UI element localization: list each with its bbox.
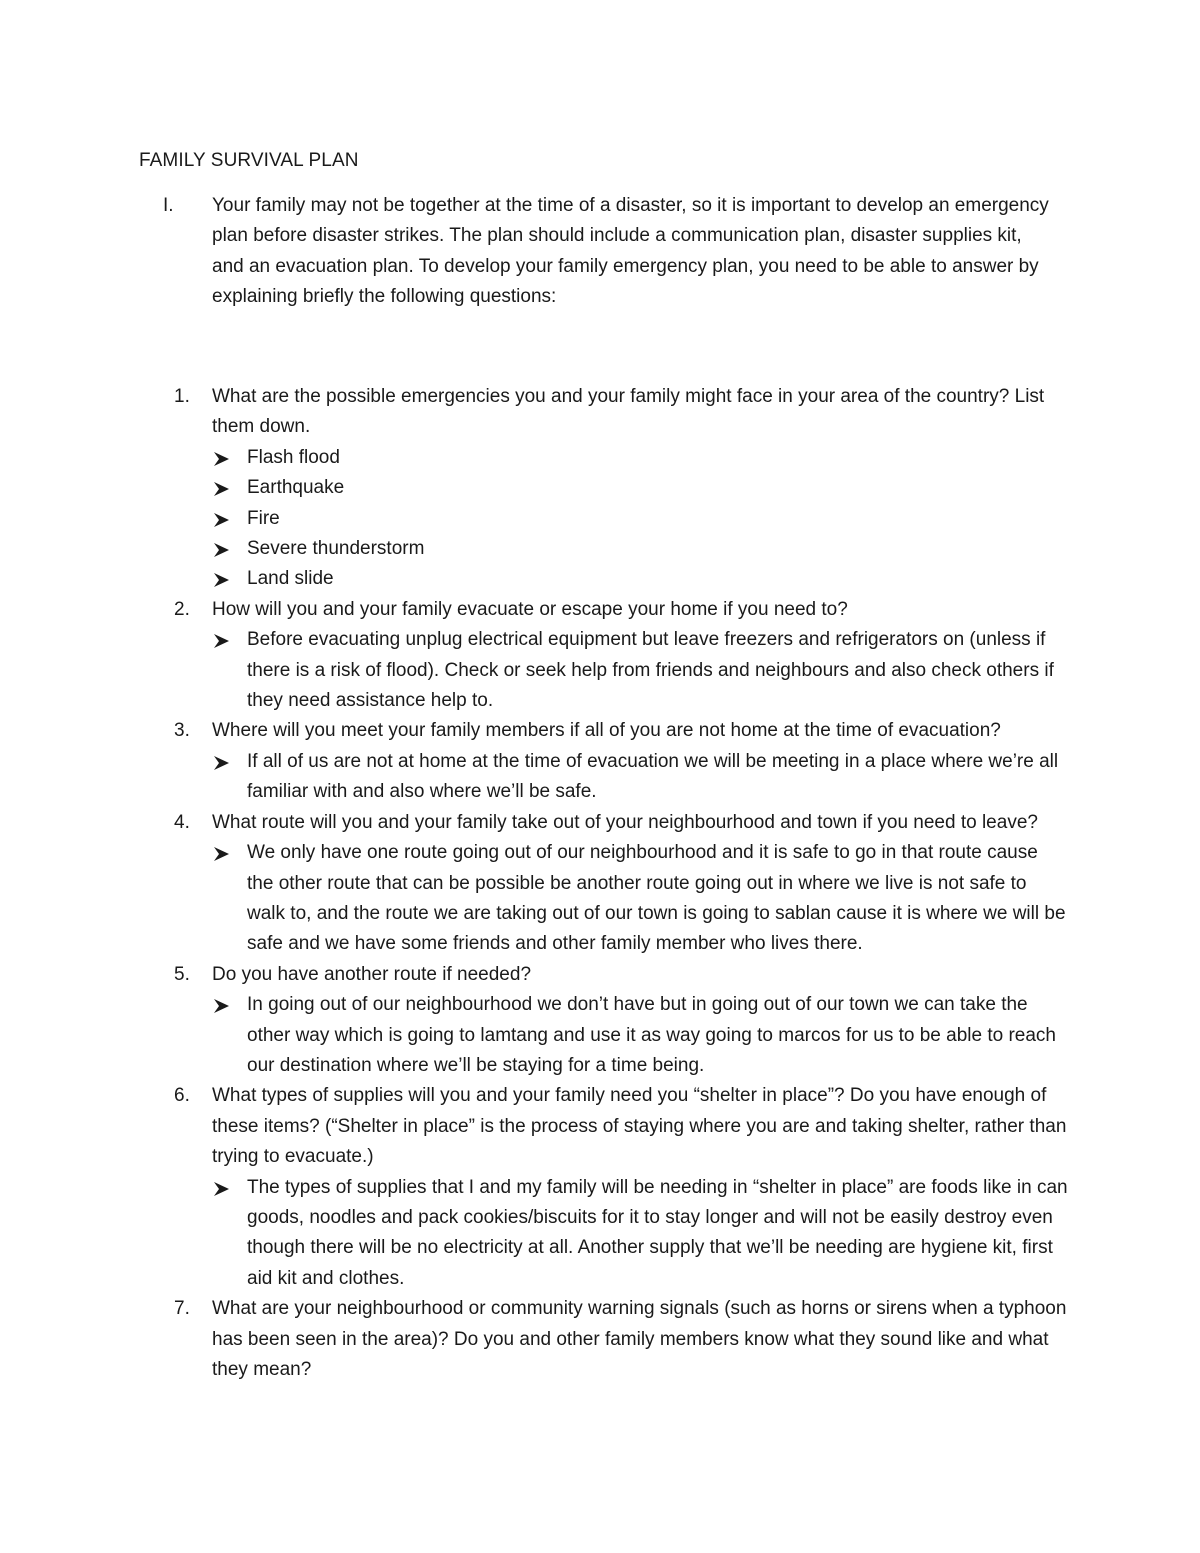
question-item bbox=[139, 960, 1069, 1082]
question-item bbox=[139, 716, 1069, 807]
answer-text: The types of supplies that I and my family will be needing in “shelter in place” are foods like in can goods, noodles and pack cookies/biscuits for it to stay longer and will not be easily destroy even though there will be no electricity at all. Another supply that we’ll be needing are hygiene kit, first aid kit and clothes. bbox=[247, 1176, 1068, 1289]
document-title: FAMILY SURVIVAL PLAN bbox=[139, 150, 359, 171]
answer-text: In going out of our neighbourhood we don’t have but in going out of our town we can take the other way which is going to lamtang and use it as way going to marcos for us to be able to reach our destination where we’ll be staying for a time being. bbox=[247, 994, 1057, 1076]
question-number: 5. bbox=[174, 963, 190, 985]
answer-item bbox=[212, 838, 1069, 960]
arrowhead-bullet-icon bbox=[213, 847, 229, 861]
question-text: How will you and your family evacuate or escape your home if you need to? bbox=[212, 598, 848, 620]
answer-text: We only have one route going out of our neighbourhood and it is safe to go in that route cause the other route that can be possible be another route going out in where we live is not safe to walk to, and the route we are taking out of our town is going to sablan cause it is where we will be safe and we have some friends and other family member who lives there. bbox=[247, 842, 1066, 955]
answer-item bbox=[212, 1173, 1069, 1295]
arrowhead-bullet-icon bbox=[213, 452, 229, 466]
answer-item bbox=[212, 625, 1069, 716]
question-text: Where will you meet your family members if all of you are not home at the time of evacuation? bbox=[212, 720, 1001, 742]
answer-list bbox=[212, 990, 1069, 1081]
question-number: 6. bbox=[174, 1085, 190, 1107]
question-number: 7. bbox=[174, 1298, 190, 1320]
arrowhead-bullet-icon bbox=[213, 999, 229, 1013]
answer-text: Flash flood bbox=[247, 446, 340, 468]
question-item bbox=[139, 1081, 1069, 1294]
answer-item bbox=[212, 990, 1069, 1081]
question-number: 1. bbox=[174, 386, 190, 407]
question-text: What types of supplies will you and your family need you “shelter in place”? Do you have enough of these items? (“Shelter in place” is the process of staying where you are and taking shelter, rather than trying to evacuate.) bbox=[212, 1085, 1067, 1168]
question-text: What route will you and your family take out of your neighbourhood and town if you need to leave? bbox=[212, 811, 1038, 833]
intro-number: I. bbox=[163, 195, 174, 216]
arrowhead-bullet-icon bbox=[213, 634, 229, 648]
arrowhead-bullet-icon bbox=[213, 543, 229, 557]
arrowhead-bullet-icon bbox=[213, 756, 229, 770]
answer-item bbox=[212, 564, 1069, 594]
question-item bbox=[139, 382, 1069, 595]
question-text: Do you have another route if needed? bbox=[212, 963, 532, 985]
question-number: 3. bbox=[174, 720, 190, 742]
answer-list bbox=[212, 1173, 1069, 1295]
answer-item bbox=[212, 534, 1069, 564]
answer-item bbox=[212, 443, 1069, 473]
arrowhead-bullet-icon bbox=[213, 482, 229, 496]
answer-list bbox=[212, 747, 1069, 808]
answer-list bbox=[212, 625, 1069, 716]
answer-item bbox=[212, 504, 1069, 534]
question-number: 2. bbox=[174, 598, 190, 620]
intro-text: Your family may not be together at the time of a disaster, so it is important to develop an emergency plan before disaster strikes. The plan should include a communication plan, disaster supplies kit, and an evacuation plan. To develop your family emergency plan, you need to be able to answer by explaining briefly the following questions: bbox=[212, 195, 1049, 308]
answer-text: Severe thunderstorm bbox=[247, 538, 425, 560]
question-text: What are your neighbourhood or community warning signals (such as horns or sirens when a typhoon has been seen in the area)? Do you and other family members know what they sound like and what they mean? bbox=[212, 1298, 1067, 1380]
answer-list bbox=[212, 838, 1069, 960]
answer-item bbox=[212, 473, 1069, 503]
answer-text: Fire bbox=[247, 507, 280, 529]
arrowhead-bullet-icon bbox=[213, 513, 229, 527]
question-item bbox=[139, 808, 1069, 960]
answer-item bbox=[212, 747, 1069, 808]
answer-list bbox=[212, 443, 1069, 595]
answer-text: Earthquake bbox=[247, 477, 345, 499]
question-item bbox=[139, 595, 1069, 717]
question-text: What are the possible emergencies you and your family might face in your area of the country? List them down. bbox=[212, 386, 1045, 438]
answer-text: Land slide bbox=[247, 568, 334, 590]
arrowhead-bullet-icon bbox=[213, 1182, 229, 1196]
question-number: 4. bbox=[174, 811, 190, 833]
answer-text: Before evacuating unplug electrical equipment but leave freezers and refrigerators on (unless if there is a risk of flood). Check or seek help from friends and neighbours and also check others if they need assistance help to. bbox=[247, 629, 1054, 712]
question-list bbox=[139, 382, 1069, 1385]
answer-text: If all of us are not at home at the time of evacuation we will be meeting in a place where we’re all familiar with and also where we’ll be safe. bbox=[247, 750, 1059, 803]
intro-section bbox=[139, 191, 1049, 313]
question-item bbox=[139, 1294, 1069, 1385]
arrowhead-bullet-icon bbox=[213, 573, 229, 587]
